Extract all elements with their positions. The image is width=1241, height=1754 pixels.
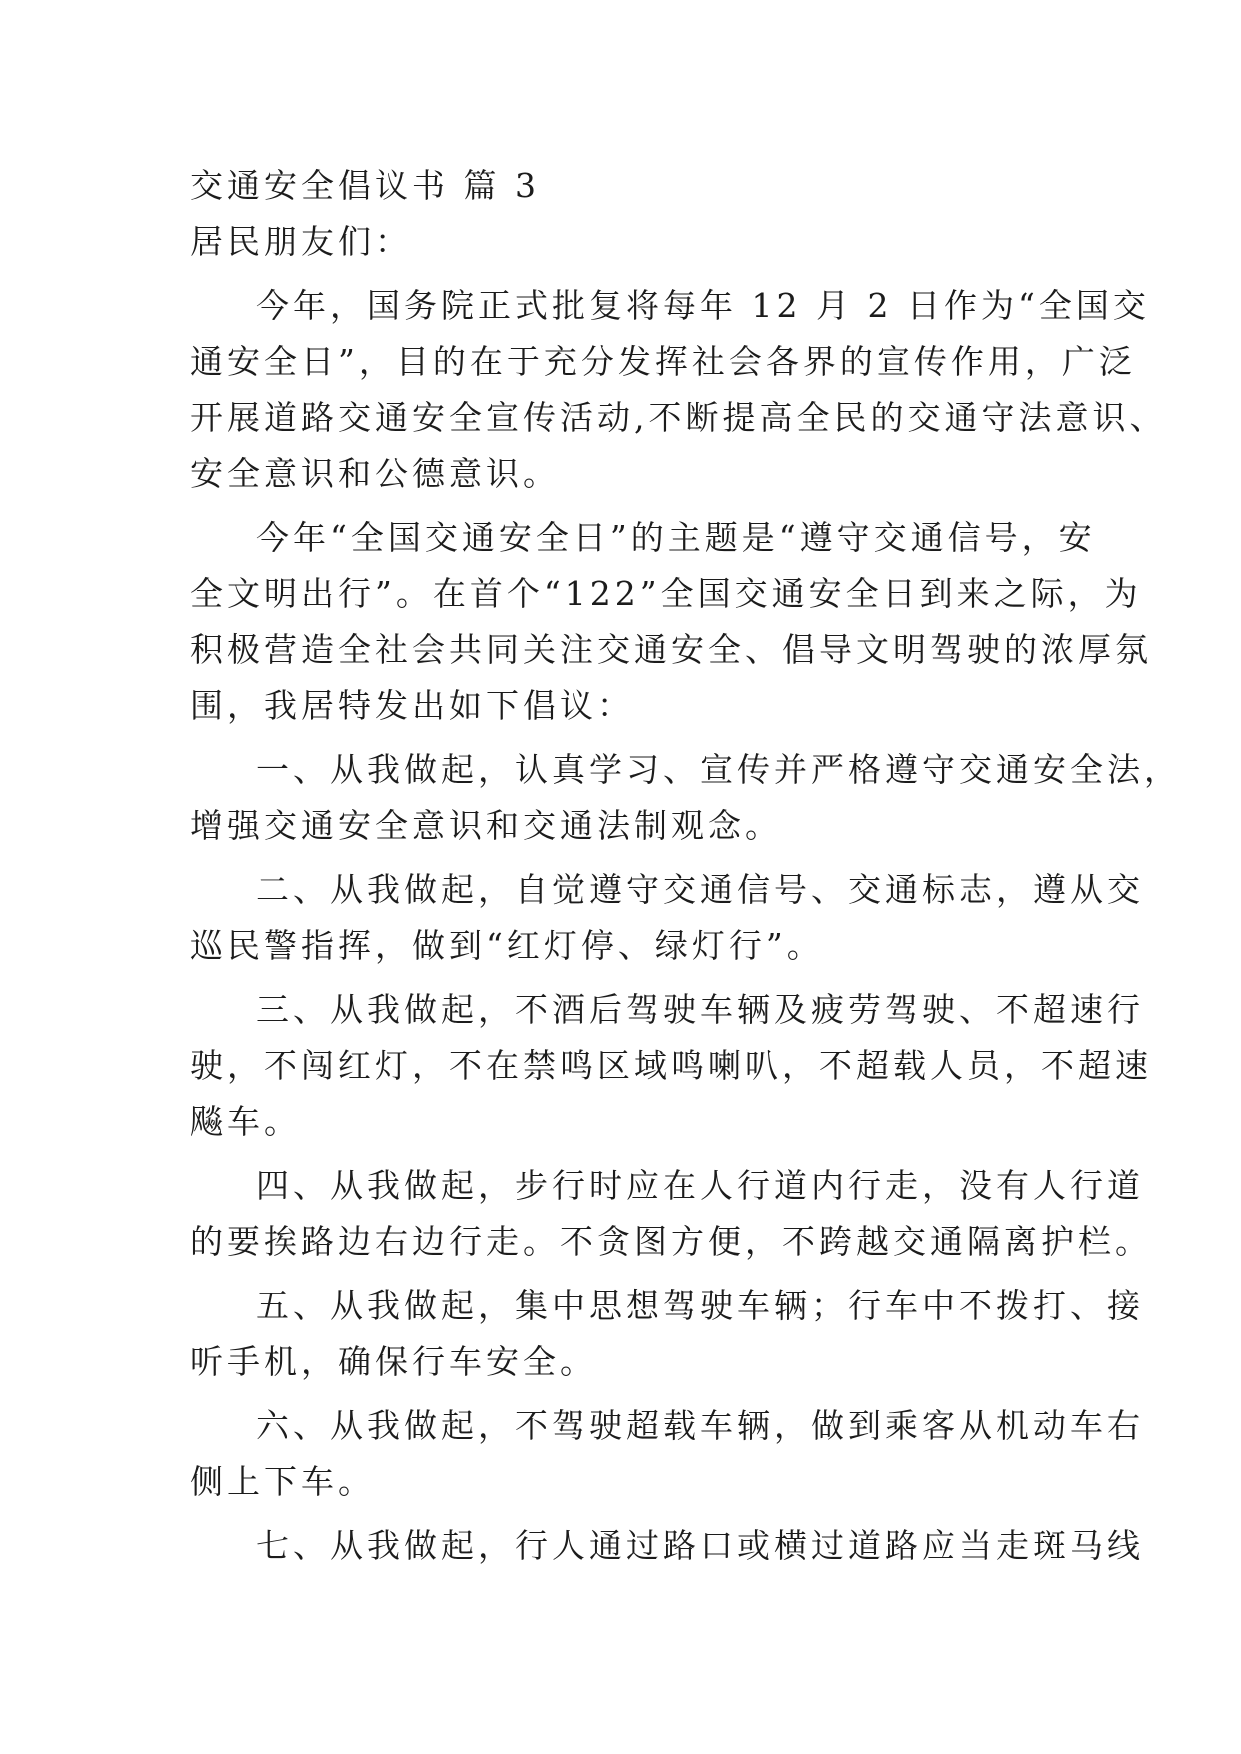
document-title — [190, 158, 1060, 214]
paragraph-8 — [190, 1398, 1144, 1510]
paragraph-line: 开展道路交通安全宣传活动,不断提高全民的交通守法意识、 — [190, 398, 1167, 437]
paragraph-line: 四、从我做起，步行时应在人行道内行走，没有人行道 — [256, 1166, 1144, 1205]
paragraph-line: 三、从我做起，不酒后驾驶车辆及疲劳驾驶、不超速行 — [256, 990, 1144, 1029]
paragraph-line: 驶，不闯红灯，不在禁鸣区域鸣喇叭，不超载人员，不超速 — [190, 1046, 1152, 1085]
paragraph-line: 六、从我做起，不驾驶超载车辆，做到乘客从机动车右 — [256, 1406, 1144, 1445]
paragraph-line: 今年“全国交通安全日”的主题是“遵守交通信号，安 — [256, 518, 1096, 557]
paragraph-line: 安全意识和公德意识。 — [190, 454, 560, 493]
paragraph-line: 七、从我做起，行人通过路口或横过道路应当走斑马线 — [256, 1526, 1144, 1565]
paragraph-line: 的要挨路边右边行走。不贪图方便，不跨越交通隔离护栏。 — [190, 1222, 1152, 1261]
paragraph-1 — [190, 278, 1167, 502]
paragraph-line: 通安全日”，目的在于充分发挥社会各界的宣传作用，广泛 — [190, 342, 1136, 381]
paragraph-5 — [190, 982, 1152, 1150]
paragraph-line: 五、从我做起，集中思想驾驶车辆；行车中不拨打、接 — [256, 1286, 1144, 1325]
paragraph-7 — [190, 1278, 1144, 1390]
paragraph-line: 听手机，确保行车安全。 — [190, 1342, 597, 1381]
paragraph-line: 二、从我做起，自觉遵守交通信号、交通标志，遵从交 — [256, 870, 1144, 909]
paragraph-line: 围，我居特发出如下倡议： — [190, 686, 634, 725]
paragraph-line: 全文明出行”。在首个“122”全国交通安全日到来之际，为 — [190, 574, 1142, 613]
paragraph-line: 今年，国务院正式批复将每年 12 月 2 日作为“全国交 — [256, 286, 1150, 325]
paragraph-line: 侧上下车。 — [190, 1462, 375, 1501]
salutation — [190, 214, 1060, 270]
salutation-line: 居民朋友们： — [190, 222, 412, 261]
paragraph-2 — [190, 510, 1152, 734]
paragraph-line: 一、从我做起，认真学习、宣传并严格遵守交通安全法， — [256, 750, 1181, 789]
paragraph-9 — [190, 1518, 1144, 1574]
paragraph-line: 飚车。 — [190, 1102, 301, 1141]
paragraph-4 — [190, 862, 1144, 974]
paragraph-3 — [190, 742, 1181, 854]
paragraph-line: 积极营造全社会共同关注交通安全、倡导文明驾驶的浓厚氛 — [190, 630, 1152, 669]
paragraph-line: 巡民警指挥，做到“红灯停、绿灯行”。 — [190, 926, 824, 965]
paragraph-6 — [190, 1158, 1152, 1270]
paragraph-line: 增强交通安全意识和交通法制观念。 — [190, 806, 782, 845]
title-line: 交通安全倡议书 篇 3 — [190, 166, 540, 205]
document-body — [190, 158, 1181, 1574]
